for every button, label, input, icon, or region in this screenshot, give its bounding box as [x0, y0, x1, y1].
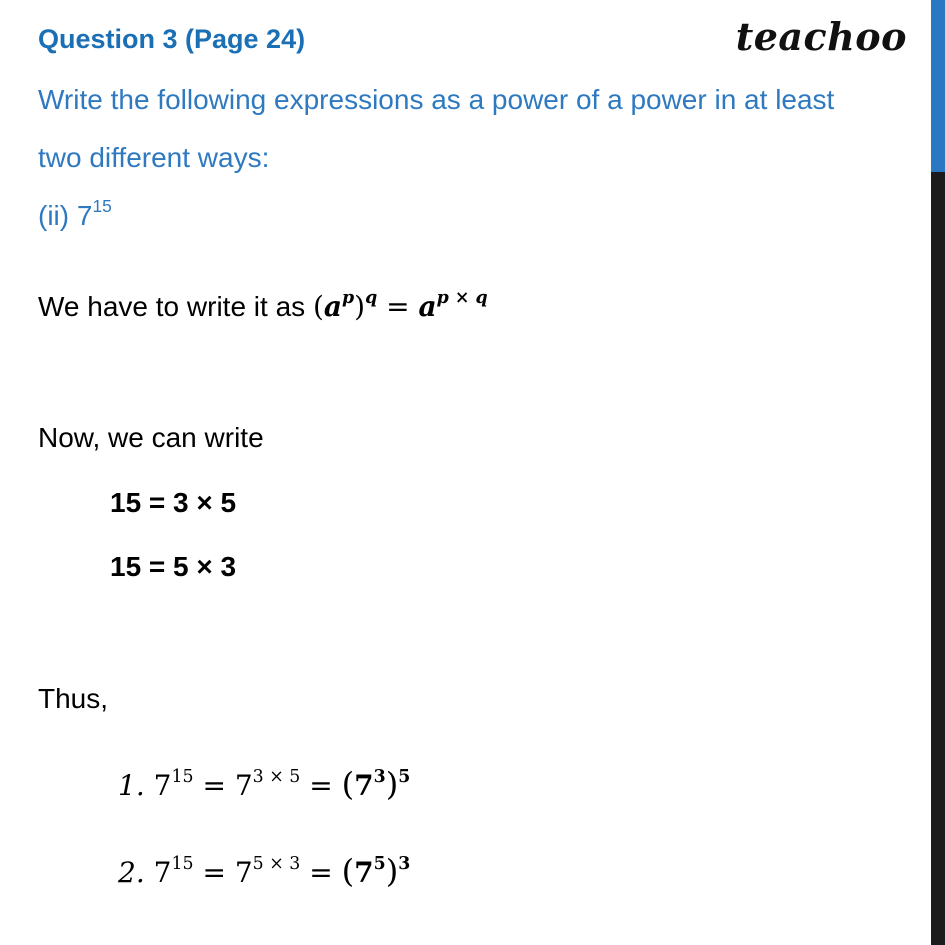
formula-line — [38, 287, 488, 323]
part-label: (ii) 7 — [38, 200, 93, 231]
question-part — [38, 195, 112, 232]
part-exponent: 15 — [92, 195, 112, 216]
result-equation-2: 2. $7^{15} = 7^{5 \times 3} = (7^5)^3$ — [118, 852, 411, 890]
scrollbar-thumb[interactable] — [931, 0, 945, 172]
intro-text: We have to write it as — [38, 291, 306, 322]
thus-text: Thus, — [38, 683, 109, 714]
question-line-1: Write the following expressions as a power of a power in at least — [38, 84, 835, 115]
result-equation-1: 1. $7^{15} = 7^{3 \times 5} = (7^3)^5$ — [118, 765, 411, 803]
question-title: Question 3 (Page 24) — [38, 24, 306, 54]
now-text: Now, we can write — [38, 422, 264, 453]
teachoo-logo: teachoo — [735, 14, 907, 59]
factorization-1: 15 = 3 × 5 — [110, 487, 237, 518]
question-line-2: two different ways: — [38, 142, 270, 173]
factorization-2: 15 = 5 × 3 — [110, 551, 237, 582]
power-formula: $(a^p)^q = a^{p \times q}$ — [312, 287, 488, 323]
